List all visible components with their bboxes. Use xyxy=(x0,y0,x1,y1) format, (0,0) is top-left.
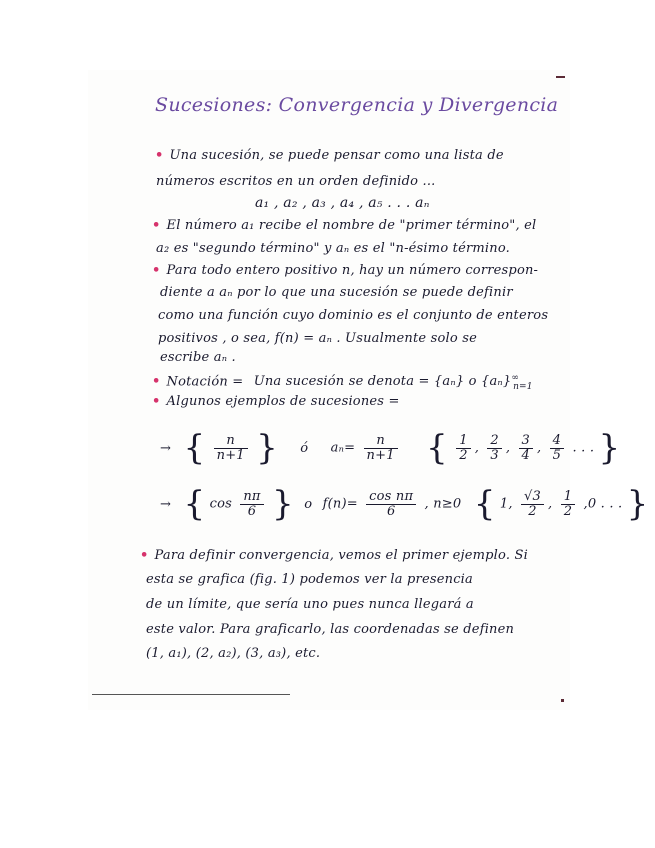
function-line-4: positivos , o sea, f(n) = aₙ . Usualmente solo se xyxy=(158,331,477,346)
sequence-terms: a₁ , a₂ , a₃ , a₄ , a₅ . . . aₙ xyxy=(255,195,430,211)
arrow-icon: → xyxy=(160,496,172,512)
examples-heading: • Algunos ejemplos de sucesiones = xyxy=(152,394,400,409)
convergence-line-4: este valor. Para graficarlo, las coordenadas se definen xyxy=(146,622,515,637)
example-2: → { cos $\frac{n\pi}{6}$ } o f(n)= $\frac{\text{cos nπ}}{6}$ , n≥0 { 1, $\frac{√3}{2}$ , $\frac{1}{2}$ ,0 . . . } xyxy=(160,484,649,524)
notation-line: • Notación = Una sucesión se denota = {aₙ} o $\{a_n\}^\infty_{n=1}$ xyxy=(152,373,533,392)
example-1-term: $\frac{1}{2}$ xyxy=(456,434,470,463)
arrow-icon: → xyxy=(160,440,172,456)
function-line-1: • Para todo entero positivo n, hay un número correspon- xyxy=(152,263,539,278)
function-line-2: diente a aₙ por lo que una sucesión se puede definir xyxy=(160,285,513,300)
bottom-rule xyxy=(92,694,290,695)
intro-line-2: números escritos en un orden definido ... xyxy=(156,174,436,189)
function-line-5: escribe aₙ . xyxy=(160,350,236,365)
bullet-icon: • xyxy=(152,394,161,409)
bullet-icon: • xyxy=(152,374,161,390)
example-1: → { $\frac{n}{n+1}$ } ó aₙ= $\frac{n}{n+1}$ { $\frac{1}{2}$ , $\frac{2}{3}$ , $\frac{3}{4}$ , $\frac{4}{5}$ . . . } xyxy=(160,428,621,468)
convergence-line-5: (1, a₁), (2, a₂), (3, a₃), etc. xyxy=(146,646,321,661)
terms-line-2: a₂ es "segundo término" y aₙ es el "n-ésimo término. xyxy=(156,241,510,256)
terms-line-1: • El número a₁ recibe el nombre de "primer término", el xyxy=(152,218,537,233)
function-line-3: como una función cuyo dominio es el conjunto de enteros xyxy=(158,308,549,323)
edge-mark-top xyxy=(556,76,565,78)
example-1-term: $\frac{3}{4}$ xyxy=(519,434,533,463)
example-1-term: $\frac{2}{3}$ xyxy=(487,434,501,463)
edge-mark-bottom xyxy=(561,699,564,702)
convergence-line-2: esta se grafica (fig. 1) podemos ver la presencia xyxy=(146,572,473,587)
page-title: Sucesiones: Convergencia y Divergencia xyxy=(155,94,559,116)
convergence-line-3: de un límite, que sería uno pues nunca llegará a xyxy=(146,597,474,612)
bullet-icon: • xyxy=(140,548,149,563)
bullet-icon: • xyxy=(152,263,161,278)
bullet-icon: • xyxy=(152,218,161,233)
convergence-line-1: • Para definir convergencia, vemos el primer ejemplo. Si xyxy=(140,548,528,563)
intro-line-1: • Una sucesión, se puede pensar como una lista de xyxy=(155,148,504,163)
bullet-icon: • xyxy=(155,148,164,163)
example-1-term: $\frac{4}{5}$ xyxy=(550,434,564,463)
